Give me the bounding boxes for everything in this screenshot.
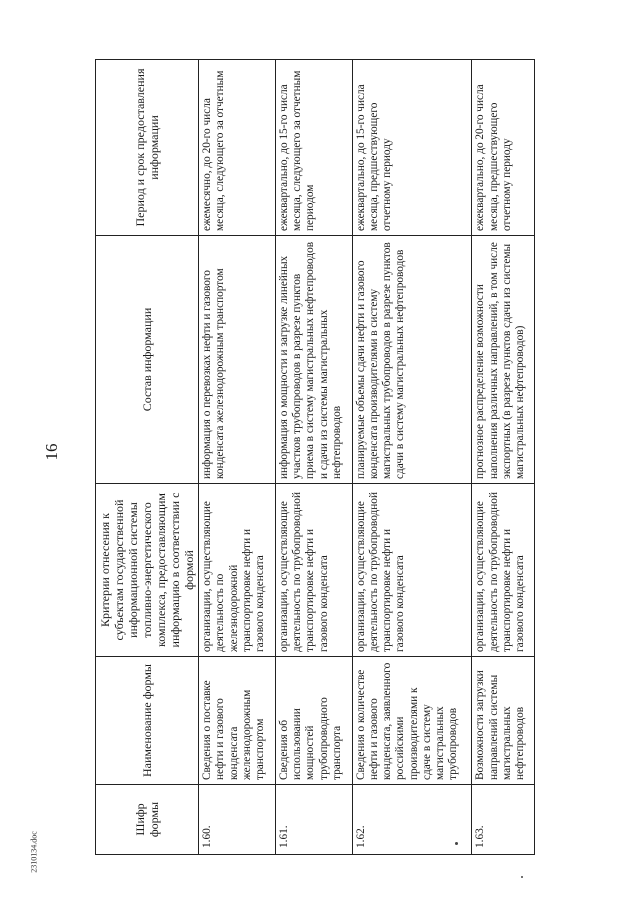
- table-row: [199, 60, 276, 855]
- criteria-cell: организации, осуществляющие деятельность по железнодорожной транспортировке нефти и газового конденсата: [199, 484, 276, 657]
- forms-table-container: [95, 60, 535, 855]
- info-content-cell: прогнозное распределение возможности наполнения различных направлений, в том числе экспортных (в разрезе пунктов сдачи из системы магистральных нефтепроводов): [472, 236, 535, 484]
- info-content-cell: информация о перевозках нефти и газового конденсата железнодорожным транспортом: [199, 236, 276, 484]
- criteria-cell: организации, осуществляющие деятельность по трубопроводной транспортировке нефти и газового конденсата: [276, 484, 353, 657]
- table-header-row: [96, 60, 199, 855]
- header-info-content: Состав информации: [96, 236, 199, 484]
- form-name-cell: Сведения о количестве нефти и газового конденсата, заявленного российскими производителями к сдаче в систему магистральных трубопроводов: [352, 657, 472, 785]
- page-number: 16: [42, 443, 61, 461]
- period-cell: ежеквартально, до 15-го числа месяца, следующего за отчетным периодом: [276, 60, 353, 236]
- table-row: [276, 60, 353, 855]
- form-name-cell: Сведения об использовании мощностей трубопроводного транспорта: [276, 657, 353, 785]
- scan-speck: [521, 876, 523, 878]
- form-code-cell: 1.60.: [199, 785, 276, 855]
- document-code: 2310134.doc: [29, 831, 39, 873]
- form-code-cell: 1.61.: [276, 785, 353, 855]
- info-content-cell: планируемые объемы сдачи нефти и газового конденсата производителями в систему магистральных трубопроводов в разрезе пунктов сдачи в систему магистральных нефтепроводов: [352, 236, 472, 484]
- header-form-code: Шифр формы: [96, 785, 199, 855]
- period-cell: ежеквартально, до 15-го числа месяца, предшествующего отчетному периоду: [352, 60, 472, 236]
- form-name-cell: Возможности загрузки направлений системы магистральных нефтепроводов: [472, 657, 535, 785]
- period-cell: ежеквартально, до 20-го числа месяца, предшествующего отчетному периоду: [472, 60, 535, 236]
- criteria-cell: организации, осуществляющие деятельность по трубопроводной транспортировке нефти и газового конденсата: [352, 484, 472, 657]
- form-name-cell: Сведения о поставке нефти и газового конденсата железнодорожным транспортом: [199, 657, 276, 785]
- scan-speck: [455, 842, 458, 845]
- form-code-cell: 1.63.: [472, 785, 535, 855]
- table-row: [352, 60, 472, 855]
- forms-table: [95, 59, 535, 855]
- criteria-cell: организации, осуществляющие деятельность по трубопроводной транспортировке нефти и газового конденсата: [472, 484, 535, 657]
- header-criteria: Критерии отнесения к субъектам государственной информационной системы топливно-энергетического комплекса, предоставляющим информацию в соответствии с формой: [96, 484, 199, 657]
- header-period: Период и срок предоставления информации: [96, 60, 199, 236]
- table-row: [472, 60, 535, 855]
- header-form-name: Наименование формы: [96, 657, 199, 785]
- info-content-cell: информация о мощности и загрузке линейных участков трубопроводов в разрезе пунктов приема в систему магистральных нефтепроводов и сдачи из системы магистральных нефтепроводов: [276, 236, 353, 484]
- period-cell: ежемесячно, до 20-го числа месяца, следующего за отчетным: [199, 60, 276, 236]
- form-code-cell: 1.62.: [352, 785, 472, 855]
